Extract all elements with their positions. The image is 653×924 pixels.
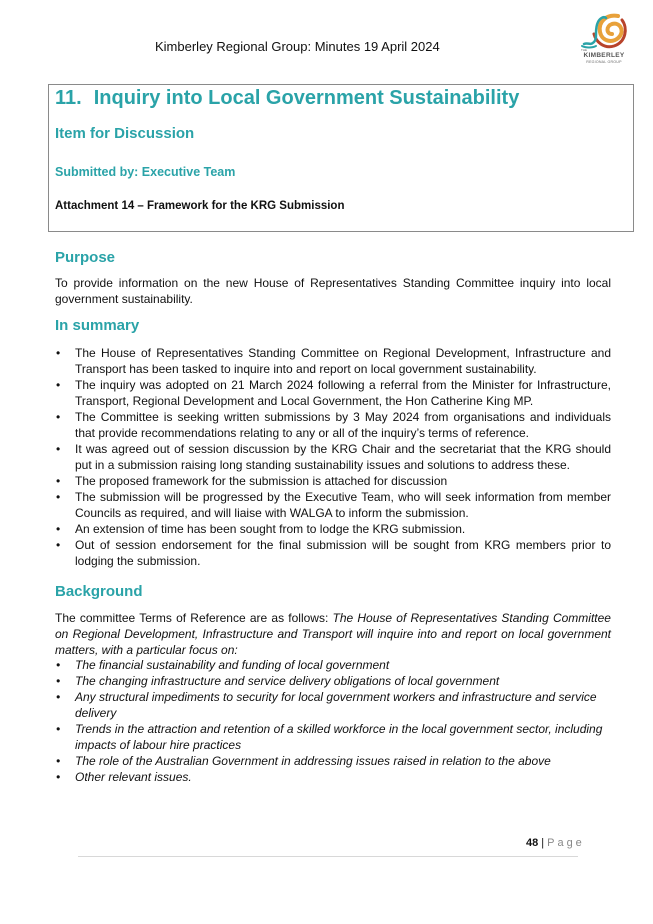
purpose-text: To provide information on the new House of Representatives Standing Committee inquiry into local government sustainability. xyxy=(55,276,611,306)
background-intro xyxy=(55,610,611,658)
submitted-by: Submitted by: Executive Team xyxy=(55,165,236,179)
list-item: • Any structural impediments to security for local government workers and infrastructure and service delivery xyxy=(55,689,611,721)
background-heading: Background xyxy=(55,583,143,600)
purpose-heading: Purpose xyxy=(55,249,116,266)
summary-list xyxy=(55,345,611,569)
list-item: • The House of Representatives Standing Committee on Regional Development, Infrastructure and Transport has been tasked to inquire into and report on local government sustainability. xyxy=(55,345,611,377)
logo-swirl-icon xyxy=(578,12,630,52)
list-item: • The proposed framework for the submission is attached for discussion xyxy=(55,473,611,489)
list-item: • The changing infrastructure and service delivery obligations of local government xyxy=(55,673,611,689)
list-item: • The role of the Australian Government in addressing issues raised in relation to the above xyxy=(55,753,611,769)
document-header-title: Kimberley Regional Group: Minutes 19 April 2024 xyxy=(155,39,440,54)
page-number-value: 48 xyxy=(526,837,539,849)
page-label: Page xyxy=(547,837,585,849)
background-intro-italic: The House of Representatives Standing Committee on Regional Development, Infrastructure and Transport will inquire into and report on local government matters, with a particular focus on: xyxy=(55,611,611,657)
list-item: • Other relevant issues. xyxy=(55,769,611,785)
background-intro-plain: The committee Terms of Reference are as follows: xyxy=(55,611,333,625)
logo-name-text: KIMBERLEY xyxy=(583,52,625,59)
list-item: • Trends in the attraction and retention of a skilled workforce in the local government sector, including impacts of labour hire practices xyxy=(55,721,611,753)
list-item: • The Committee is seeking written submissions by 3 May 2024 from organisations and individuals that provide recommendations relating to any or all of the inquiry’s terms of reference. xyxy=(55,409,611,441)
logo-sub-text: REGIONAL GROUP xyxy=(586,60,622,64)
list-item: • An extension of time has been sought from to lodge the KRG submission. xyxy=(55,521,611,537)
terms-of-reference-list xyxy=(55,657,611,785)
list-item: • The submission will be progressed by the Executive Team, who will seek information from member Councils as required, and will liaise with WALGA to inform the submission. xyxy=(55,489,611,521)
list-item: • The inquiry was adopted on 21 March 2024 following a referral from the Minister for Infrastructure, Transport, Regional Development and Local Government, the Hon Catherine King MP. xyxy=(55,377,611,409)
page-number xyxy=(526,837,585,849)
footer-divider xyxy=(78,856,578,857)
item-subtitle: Item for Discussion xyxy=(55,125,195,142)
item-number: 11. xyxy=(55,87,82,109)
logo-the-text: THE xyxy=(581,48,587,52)
item-title-text: Inquiry into Local Government Sustainability xyxy=(93,87,520,109)
attachment-reference: Attachment 14 – Framework for the KRG Submission xyxy=(55,200,345,212)
kimberley-logo xyxy=(578,12,630,72)
list-item: • The financial sustainability and funding of local government xyxy=(55,657,611,673)
page-separator: | xyxy=(541,837,545,849)
item-title xyxy=(55,87,519,110)
summary-heading: In summary xyxy=(55,317,140,334)
list-item: • Out of session endorsement for the final submission will be sought from KRG members prior to lodging the submission. xyxy=(55,537,611,569)
list-item: • It was agreed out of session discussion by the KRG Chair and the secretariat that the KRG should put in a submission raising long standing sustainability issues and solutions to address these. xyxy=(55,441,611,473)
